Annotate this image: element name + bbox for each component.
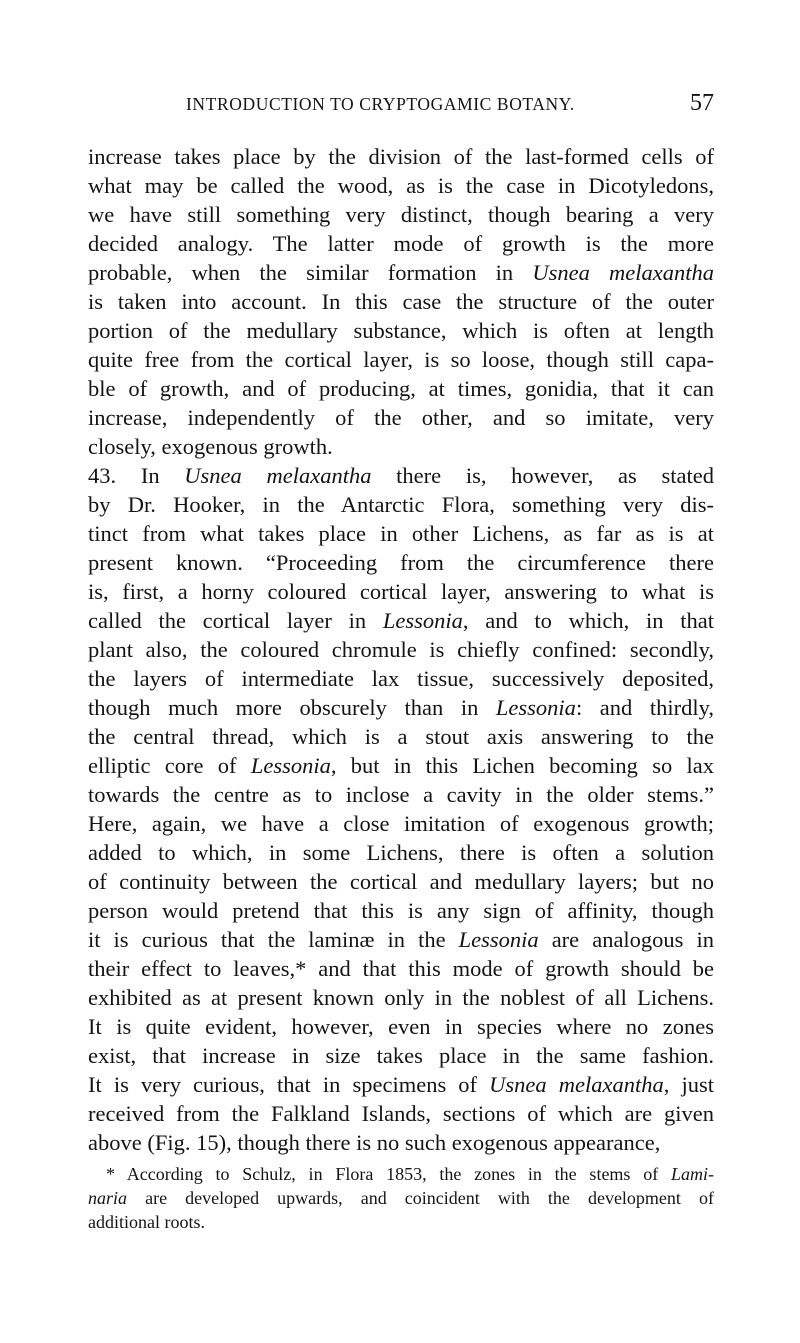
text-line: towards the centre as to inclose a cavity in the older stems.” xyxy=(88,782,714,807)
text-line: present known. “Proceeding from the circumference there xyxy=(88,550,714,575)
text-line: the layers of intermediate lax tissue, successively deposited, xyxy=(88,666,714,691)
footnote xyxy=(88,1162,714,1234)
text-line: increase takes place by the division of the last-formed cells of xyxy=(88,144,714,169)
text-line: though much more obscurely than in Lessonia: and thirdly, xyxy=(88,695,714,720)
text-line: closely, exogenous growth. xyxy=(88,434,333,459)
text-line: added to which, in some Lichens, there is often a solution xyxy=(88,840,714,865)
text-line: exist, that increase in size takes place in the same fashion. xyxy=(88,1043,714,1068)
text-line: It is quite evident, however, even in species where no zones xyxy=(88,1014,714,1039)
footnote-line: naria are developed upwards, and coincident with the development of xyxy=(88,1188,714,1208)
text-line: increase, independently of the other, and so imitate, very xyxy=(88,405,714,430)
text-line: is taken into account. In this case the structure of the outer xyxy=(88,289,714,314)
text-line: received from the Falkland Islands, sections of which are given xyxy=(88,1101,714,1126)
footnote-line: * According to Schulz, in Flora 1853, the zones in the stems of Lami- xyxy=(106,1164,714,1184)
page-number: 57 xyxy=(690,90,714,116)
text-line: it is curious that the laminæ in the Lessonia are analogous in xyxy=(88,927,714,952)
text-line: exhibited as at present known only in the noblest of all Lichens. xyxy=(88,985,714,1010)
text-line: portion of the medullary substance, which is often at length xyxy=(88,318,714,343)
text-line: 43. In Usnea melaxantha there is, however, as stated xyxy=(88,463,714,488)
text-line: by Dr. Hooker, in the Antarctic Flora, something very dis- xyxy=(88,492,714,517)
text-line: decided analogy. The latter mode of growth is the more xyxy=(88,231,714,256)
text-line: person would pretend that this is any sign of affinity, though xyxy=(88,898,714,923)
text-line: of continuity between the cortical and medullary layers; but no xyxy=(88,869,714,894)
text-line: called the cortical layer in Lessonia, and to which, in that xyxy=(88,608,715,633)
text-line: their effect to leaves,* and that this mode of growth should be xyxy=(88,956,714,981)
footnote-line: additional roots. xyxy=(88,1212,205,1232)
text-line: probable, when the similar formation in Usnea melaxantha xyxy=(88,260,714,285)
text-line: elliptic core of Lessonia, but in this Lichen becoming so lax xyxy=(88,753,714,778)
text-line: It is very curious, that in specimens of Usnea melaxantha, just xyxy=(88,1072,714,1097)
text-line: quite free from the cortical layer, is so loose, though still capa- xyxy=(88,347,714,372)
text-line: we have still something very distinct, though bearing a very xyxy=(88,202,714,227)
text-line: the central thread, which is a stout axis answering to the xyxy=(88,724,714,749)
text-line: plant also, the coloured chromule is chiefly confined: secondly, xyxy=(88,637,714,662)
text-line: ble of growth, and of producing, at times, gonidia, that it can xyxy=(88,376,714,401)
body-text xyxy=(88,142,714,1157)
running-title: INTRODUCTION TO CRYPTOGAMIC BOTANY. xyxy=(186,94,575,114)
text-line: what may be called the wood, as is the case in Dicotyledons, xyxy=(88,173,714,198)
page-header xyxy=(88,90,714,124)
text-line: tinct from what takes place in other Lichens, as far as is at xyxy=(88,521,714,546)
text-line: is, first, a horny coloured cortical layer, answering to what is xyxy=(88,579,714,604)
text-line: Here, again, we have a close imitation of exogenous growth; xyxy=(88,811,714,836)
text-line: above (Fig. 15), though there is no such exogenous appearance, xyxy=(88,1130,661,1155)
